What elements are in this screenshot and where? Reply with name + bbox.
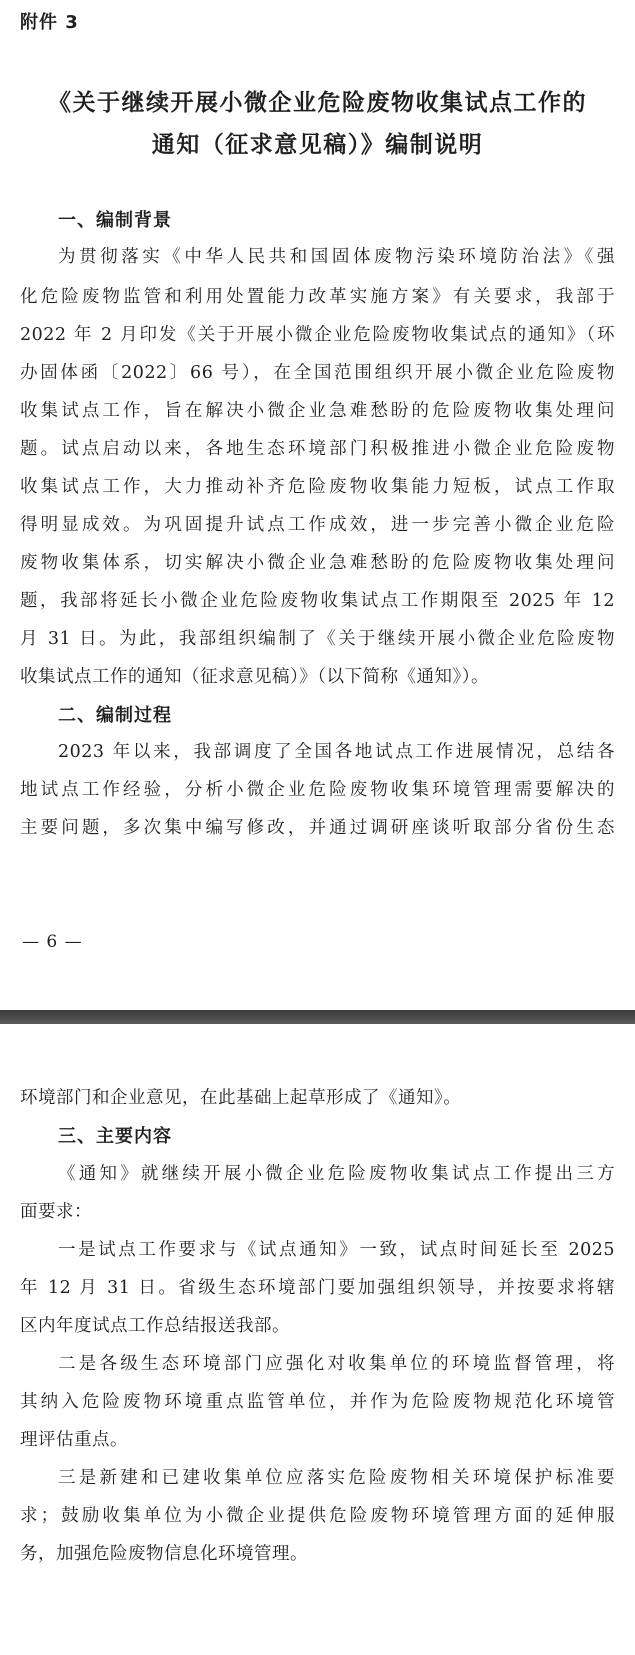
paragraph-line: 理评估重点。 bbox=[20, 1430, 128, 1450]
paragraph-line: 地试点工作经验，分析小微企业危险废物收集环境管理需要解决的 bbox=[20, 780, 615, 800]
paragraph-line: 环境部门和企业意见，在此基础上起草形成了《通知》。 bbox=[20, 1088, 462, 1108]
paragraph-line: 收集试点工作，旨在解决小微企业急难愁盼的危险废物收集处理问 bbox=[20, 401, 615, 421]
paragraph-line: 年 12 月 31 日。省级生态环境部门要加强组织领导，并按要求将辖 bbox=[20, 1278, 615, 1298]
paragraph-line: 月 31 日。为此，我部组织编制了《关于继续开展小微企业危险废物 bbox=[20, 629, 615, 649]
section-heading-process: 二、编制过程 bbox=[58, 705, 172, 726]
paragraph-line: 二是各级生态环境部门应强化对收集单位的环境监督管理，将 bbox=[58, 1354, 615, 1374]
paragraph-line: 为贯彻落实《中华人民共和国固体废物污染环境防治法》《强 bbox=[58, 247, 615, 267]
attachment-label: 附件 3 bbox=[20, 12, 79, 33]
paragraph-line: 题。试点启动以来，各地生态环境部门积极推进小微企业危险废物 bbox=[20, 439, 615, 459]
page-number: — 6 — bbox=[22, 932, 83, 952]
paragraph-line: 区内年度试点工作总结报送我部。 bbox=[20, 1316, 290, 1336]
paragraph-line: 主要问题，多次集中编写修改，并通过调研座谈听取部分省份生态 bbox=[20, 818, 615, 838]
paragraph-line: 2023 年以来，我部调度了全国各地试点工作进展情况，总结各 bbox=[58, 742, 615, 762]
paragraph-line: 得明显成效。为巩固提升试点工作成效，进一步完善小微企业危险 bbox=[20, 515, 615, 535]
page-separator bbox=[0, 1010, 635, 1024]
paragraph-line: 一是试点工作要求与《试点通知》一致，试点时间延长至 2025 bbox=[58, 1240, 615, 1260]
paragraph-line: 办固体函〔2022〕66 号），在全国范围组织开展小微企业危险废物 bbox=[20, 363, 615, 383]
paragraph-line: 面要求： bbox=[20, 1202, 92, 1222]
paragraph-line: 求；鼓励收集单位为小微企业提供危险废物环境管理方面的延伸服 bbox=[20, 1506, 615, 1526]
paragraph-line: 废物收集体系，切实解决小微企业急难愁盼的危险废物收集处理问 bbox=[20, 553, 615, 573]
paragraph-line: 收集试点工作，大力推动补齐危险废物收集能力短板，试点工作取 bbox=[20, 477, 615, 497]
document-page-2 bbox=[0, 1024, 635, 1655]
paragraph-line: 三是新建和已建收集单位应落实危险废物相关环境保护标准要 bbox=[58, 1468, 615, 1488]
paragraph-line: 《通知》就继续开展小微企业危险废物收集试点工作提出三方 bbox=[58, 1164, 615, 1184]
paragraph-line: 2022 年 2 月印发《关于开展小微企业危险废物收集试点的通知》（环 bbox=[20, 325, 615, 345]
paragraph-line: 收集试点工作的通知（征求意见稿）》（以下简称《通知》）。 bbox=[20, 667, 489, 687]
document-title-line-1: 《关于继续开展小微企业危险废物收集试点工作的 bbox=[48, 90, 587, 116]
section-heading-background: 一、编制背景 bbox=[58, 210, 172, 231]
document-title-line-2: 通知（征求意见稿）》编制说明 bbox=[151, 132, 484, 158]
paragraph-line: 其纳入危险废物环境重点监管单位，并作为危险废物规范化环境管 bbox=[20, 1392, 615, 1412]
section-heading-content: 三、主要内容 bbox=[58, 1126, 172, 1147]
paragraph-line: 务，加强危险废物信息化环境管理。 bbox=[20, 1544, 308, 1564]
paragraph-line: 化危险废物监管和利用处置能力改革实施方案》有关要求，我部于 bbox=[20, 287, 615, 307]
paragraph-line: 题，我部将延长小微企业危险废物收集试点工作期限至 2025 年 12 bbox=[20, 591, 615, 611]
